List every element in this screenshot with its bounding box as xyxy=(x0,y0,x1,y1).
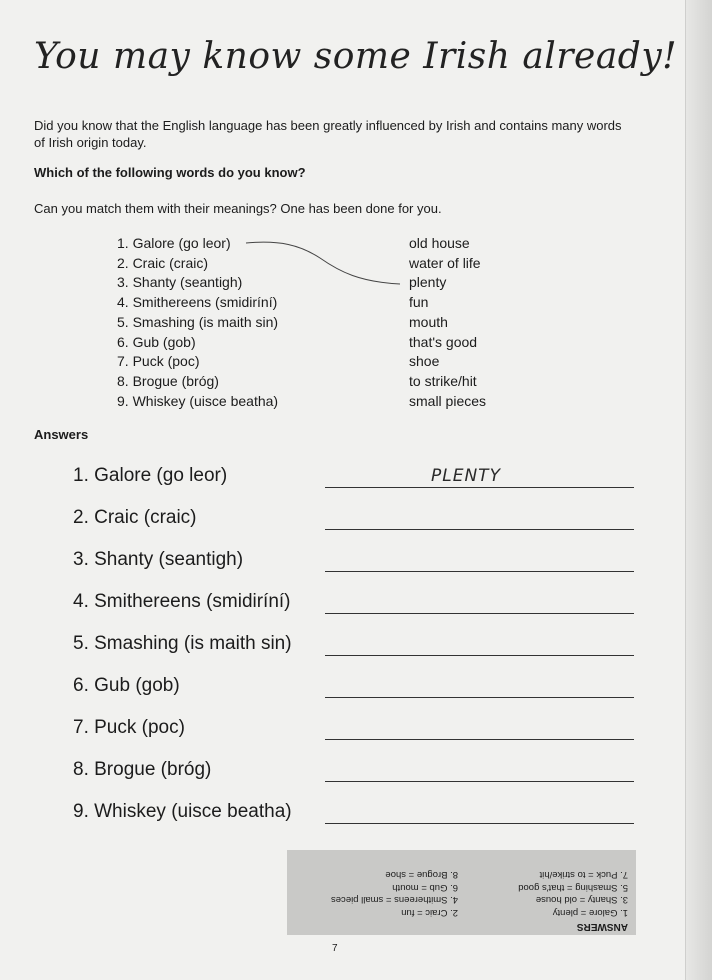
intro-paragraph: Did you know that the English language has been greatly influenced by Irish and contains many words of Irish origin today. xyxy=(34,118,622,150)
question-heading: Which of the following words do you know? xyxy=(34,165,306,180)
answer-key-title: ANSWERS xyxy=(576,921,628,932)
answer-blank[interactable] xyxy=(325,655,634,656)
answer-label: 1. Galore (go leor) xyxy=(73,465,228,486)
answer-key-item: 3. Shanty = old house xyxy=(535,894,628,906)
answer-row xyxy=(73,759,634,799)
answer-row xyxy=(73,465,634,505)
word-list xyxy=(117,234,278,411)
instruction-text: Can you match them with their meanings? One has been done for you. xyxy=(34,201,442,216)
word-item: 1. Galore (go leor) xyxy=(117,235,231,251)
answer-label: 7. Puck (poc) xyxy=(73,717,185,738)
answer-blank[interactable] xyxy=(325,571,634,572)
answer-label: 6. Gub (gob) xyxy=(73,675,180,696)
meaning-item: small pieces xyxy=(409,392,487,409)
answer-blank[interactable] xyxy=(325,613,634,614)
answer-blank[interactable] xyxy=(325,781,634,782)
answer-blank[interactable] xyxy=(325,487,634,488)
answer-key-item: 6. Gub = mouth xyxy=(392,882,458,893)
answer-key-item: 1. Galore = plenty xyxy=(552,907,628,918)
word-item: 6. Gub (gob) xyxy=(117,333,196,350)
answer-row xyxy=(73,633,634,673)
answer-key-item: 7. Puck = to strike/hit xyxy=(539,869,628,881)
meaning-item: fun xyxy=(409,294,429,311)
answer-label: 8. Brogue (bróg) xyxy=(73,759,212,780)
answer-row xyxy=(73,507,634,547)
answer-label: 9. Whiskey (uisce beatha) xyxy=(73,801,292,822)
answer-key-item: 5. Smashing = that's good xyxy=(518,882,628,893)
answer-key-item: 2. Craic = fun xyxy=(401,907,458,918)
meaning-item: mouth xyxy=(409,313,448,330)
answer-blank[interactable] xyxy=(325,697,634,698)
answer-row xyxy=(73,591,634,631)
answer-blank[interactable] xyxy=(325,529,634,530)
meaning-item: water of life xyxy=(409,254,481,271)
page-number: 7 xyxy=(332,943,338,954)
answer-blank[interactable] xyxy=(325,823,634,824)
word-item: 5. Smashing (is maith sin) xyxy=(117,313,279,330)
meaning-item: shoe xyxy=(409,353,440,370)
meaning-item: that's good xyxy=(409,333,478,350)
meaning-item: plenty xyxy=(409,274,447,291)
answer-key-right-column xyxy=(331,868,458,918)
word-item: 8. Brogue (bróg) xyxy=(117,372,219,389)
answer-label: 3. Shanty (seantigh) xyxy=(73,549,244,570)
word-item: 7. Puck (poc) xyxy=(117,353,200,370)
upside-down-answer-key xyxy=(287,850,636,935)
handwritten-answer: PLENTY xyxy=(431,466,501,486)
answer-label: 2. Craic (craic) xyxy=(73,507,197,528)
answer-row xyxy=(73,549,634,589)
page-title: You may know some Irish already! xyxy=(34,36,678,77)
word-item: 9. Whiskey (uisce beatha) xyxy=(117,392,279,409)
word-item: 4. Smithereens (smidiríní) xyxy=(117,294,278,311)
meaning-list xyxy=(409,234,486,411)
answer-row xyxy=(73,717,634,757)
answer-row xyxy=(73,801,634,841)
answer-key-box xyxy=(287,850,636,935)
answer-row xyxy=(73,675,634,715)
page-edge xyxy=(685,0,712,980)
word-item: 2. Craic (craic) xyxy=(117,254,209,271)
answer-key-item: 8. Brogue = shoe xyxy=(385,869,458,881)
meaning-item: old house xyxy=(409,235,470,251)
word-item: 3. Shanty (seantigh) xyxy=(117,274,243,291)
answer-label: 5. Smashing (is maith sin) xyxy=(73,633,292,654)
meaning-item: to strike/hit xyxy=(409,372,477,389)
answer-key-left-column xyxy=(518,868,628,918)
answer-label: 4. Smithereens (smidiríní) xyxy=(73,591,291,612)
answers-heading: Answers xyxy=(34,427,89,442)
answer-blank[interactable] xyxy=(325,739,634,740)
answer-key-item: 4. Smithereens = small pieces xyxy=(331,894,458,906)
